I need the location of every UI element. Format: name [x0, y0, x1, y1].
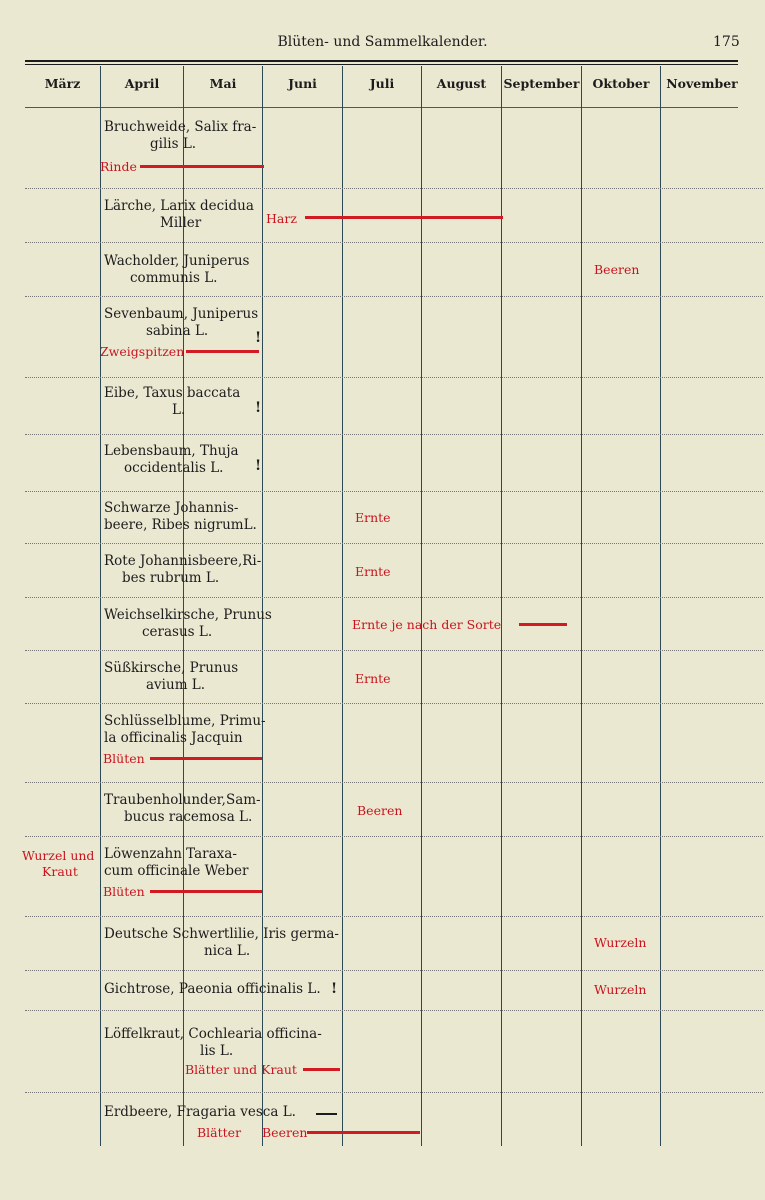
- month-mai: Mai: [209, 76, 237, 91]
- harvest-bar-blueten: [150, 757, 262, 760]
- harvest-bar-blaetter-und-kraut: [303, 1068, 340, 1071]
- plant-erdbeere: [104, 1104, 296, 1121]
- month-august: August: [436, 76, 487, 91]
- plant-name-line: Bruchweide, Salix fra-: [104, 119, 257, 135]
- harvest-label-ernte-sorte: Ernte je nach der Sorte: [352, 617, 502, 632]
- harvest-label-ernte: Ernte: [355, 564, 391, 579]
- plant-name-line: Traubenholunder,Sam-: [104, 792, 261, 808]
- plant-name-line: lis L.: [200, 1043, 234, 1059]
- plant-name-line: Deutsche Schwertlilie, Iris germa-: [104, 926, 339, 942]
- harvest-label-kraut: Kraut: [42, 864, 78, 879]
- plant-name-line: sabina L.: [146, 323, 209, 339]
- exclamation-mark: !: [255, 400, 262, 416]
- plant-bruchweide: [104, 119, 256, 153]
- plant-name-line: occidentalis L.: [124, 460, 224, 476]
- plant-name-line: Schlüsselblume, Primu-: [104, 713, 266, 729]
- plant-suesskirsche: [104, 660, 238, 694]
- row-separator: [25, 296, 763, 297]
- plant-name-line: la officinalis Jacquin: [104, 730, 243, 746]
- season-bar-erdbeere: [316, 1113, 337, 1115]
- harvest-label-wurzel-und: Wurzel und: [22, 848, 95, 863]
- plant-name-line: cerasus L.: [142, 624, 213, 640]
- month-september: September: [503, 76, 580, 91]
- harvest-label-blaetter-und-kraut: Blätter und Kraut: [185, 1062, 297, 1077]
- harvest-bar-ernte-sorte: [519, 623, 567, 626]
- plant-name-line: cum officinale Weber: [104, 863, 249, 879]
- harvest-label-beeren-erdbeere: Beeren: [262, 1125, 308, 1140]
- plant-name-line: Gichtrose, Paeonia officinalis L.: [104, 981, 321, 997]
- row-separator: [25, 703, 763, 704]
- row-separator: [25, 782, 763, 783]
- row-separator: [25, 597, 763, 598]
- column-divider: [581, 66, 582, 1146]
- harvest-bar-harz: [305, 216, 503, 219]
- month-header-rule: [25, 107, 738, 108]
- column-divider: [100, 66, 101, 1146]
- plant-schwarze-johannisbeere: [104, 500, 257, 534]
- row-separator: [25, 543, 763, 544]
- header-rule-thin: [25, 64, 738, 65]
- page-header-title: Blüten- und Sammelkalender.: [277, 34, 488, 50]
- row-separator: [25, 1010, 763, 1011]
- plant-name-line: bucus racemosa L.: [124, 809, 253, 825]
- row-separator: [25, 188, 763, 189]
- plant-name-line: Süßkirsche, Prunus: [104, 660, 239, 676]
- plant-name-line: gilis L.: [150, 136, 197, 152]
- plant-laerche: [104, 198, 254, 232]
- plant-weichselkirsche: [104, 607, 272, 641]
- plant-deutsche-schwertlilie: [104, 926, 339, 960]
- row-separator: [25, 970, 763, 971]
- plant-eibe: [104, 385, 240, 419]
- plant-name-line: Wacholder, Juniperus: [104, 253, 250, 269]
- harvest-label-harz: Harz: [266, 211, 297, 226]
- row-separator: [25, 836, 763, 837]
- plant-wacholder: [104, 253, 249, 287]
- plant-name-line: Rote Johannisbeere,Ri-: [104, 553, 262, 569]
- column-divider: [421, 66, 422, 1146]
- plant-name-line: Erdbeere, Fragaria vesca L.: [104, 1104, 296, 1120]
- plant-name-line: Löffelkraut, Cochlearia officina-: [104, 1026, 322, 1042]
- plant-sevenbaum: [104, 306, 258, 340]
- plant-rote-johannisbeere: [104, 553, 261, 587]
- harvest-label-blueten: Blüten: [103, 884, 145, 899]
- harvest-label-wurzeln: Wurzeln: [594, 982, 647, 997]
- plant-name-line: Weichselkirsche, Prunus: [104, 607, 272, 623]
- column-divider: [342, 66, 343, 1146]
- plant-name-line: beere, Ribes nigrumL.: [104, 517, 257, 533]
- row-separator: [25, 434, 763, 435]
- harvest-bar-beeren: [307, 1131, 420, 1134]
- plant-name-line: Miller: [160, 215, 202, 231]
- harvest-label-blaetter: Blätter: [197, 1125, 242, 1140]
- harvest-bar-rinde: [140, 165, 264, 168]
- plant-name-line: Schwarze Johannis-: [104, 500, 239, 516]
- plant-name-line: Lebensbaum, Thuja: [104, 443, 239, 459]
- plant-name-line: Sevenbaum, Juniperus: [104, 306, 259, 322]
- harvest-label-beeren-wacholder: Beeren: [594, 262, 640, 277]
- exclamation-mark: !: [255, 330, 262, 346]
- harvest-bar-blueten: [150, 890, 262, 893]
- row-separator: [25, 242, 763, 243]
- plant-name-line: Eibe, Taxus baccata: [104, 385, 241, 401]
- harvest-label-ernte: Ernte: [355, 671, 391, 686]
- plant-name-line: communis L.: [130, 270, 218, 286]
- plant-name-line: nica L.: [204, 943, 251, 959]
- column-divider: [501, 66, 502, 1146]
- month-juni: Juni: [288, 76, 317, 91]
- plant-gichtrose: [104, 981, 321, 998]
- harvest-label-wurzeln: Wurzeln: [594, 935, 647, 950]
- exclamation-mark: !: [331, 981, 338, 997]
- column-divider: [660, 66, 661, 1146]
- harvest-label-blueten: Blüten: [103, 751, 145, 766]
- plant-loewenzahn: [104, 846, 248, 880]
- month-maerz: März: [44, 76, 81, 91]
- page-number: 175: [713, 34, 740, 50]
- header-rule: [25, 60, 738, 62]
- plant-schluesselblume: [104, 713, 266, 747]
- plant-name-line: L.: [172, 402, 186, 418]
- row-separator: [25, 916, 763, 917]
- harvest-label-zweigspitzen: Zweigspitzen: [100, 344, 185, 359]
- harvest-label-ernte: Ernte: [355, 510, 391, 525]
- row-separator: [25, 650, 763, 651]
- plant-name-line: Lärche, Larix decidua: [104, 198, 254, 214]
- row-separator: [25, 491, 763, 492]
- plant-traubenholunder: [104, 792, 261, 826]
- row-separator: [25, 377, 763, 378]
- month-oktober: Oktober: [592, 76, 650, 91]
- month-november: November: [666, 76, 738, 91]
- harvest-label-rinde: Rinde: [100, 159, 137, 174]
- month-april: April: [124, 76, 160, 91]
- row-separator: [25, 1092, 763, 1093]
- plant-lebensbaum: [104, 443, 239, 477]
- month-juli: Juli: [369, 76, 395, 91]
- plant-name-line: Löwenzahn Taraxa-: [104, 846, 237, 862]
- harvest-label-beeren-holunder: Beeren: [357, 803, 403, 818]
- exclamation-mark: !: [255, 458, 262, 474]
- plant-name-line: bes rubrum L.: [122, 570, 220, 586]
- plant-loeffelkraut: [104, 1026, 322, 1060]
- plant-name-line: avium L.: [146, 677, 206, 693]
- harvest-bar-zweigspitzen: [186, 350, 259, 353]
